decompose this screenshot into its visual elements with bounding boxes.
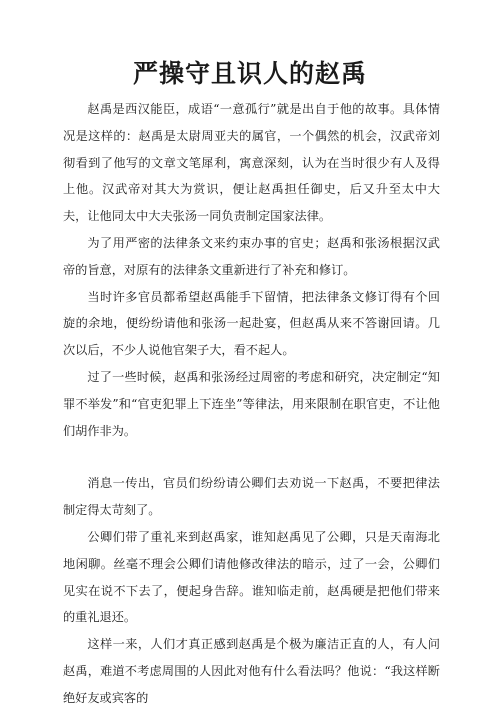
paragraph: 过了一些时候，赵禹和张汤经过周密的考虑和研究，决定制定“知罪不举发”和“官吏犯罪上下连坐”等律法，用来限制在职官吏，不让他们胡作非为。 bbox=[63, 369, 440, 438]
paragraph: 公卿们带了重礼来到赵禹家，谁知赵禹见了公卿，只是天南海北地闲聊。丝毫不理会公卿们请他修改律法的暗示，过了一会，公卿们见实在说不下去了，便起身告辞。谁知临走前，赵禹硬是把他们带来的重礼退还。 bbox=[63, 529, 440, 625]
paragraph-gap bbox=[63, 444, 440, 470]
paragraph: 赵禹是西汉能臣，成语“一意孤行”就是出自于他的故事。具体情况是这样的：赵禹是太尉周亚夫的属官，一个偶然的机会，汉武帝刘彻看到了他写的文章文笔犀利，寓意深刻，认为在当时很少有人及得上他。汉武帝对其大为赏识，便让赵禹担任御史，后又升至太中大夫，让他同太中大夫张汤一同负责制定国家法律。 bbox=[63, 102, 440, 224]
document-title: 严操守且识人的赵禹 bbox=[132, 59, 367, 88]
paragraph: 当时许多官员都希望赵禹能手下留情，把法律条文修订得有个回旋的余地，便纷纷请他和张汤一起赴宴，但赵禹从来不答谢回请。几次以后，不少人说他官架子大，看不起人。 bbox=[63, 289, 440, 358]
paragraph: 为了用严密的法律条文来约束办事的官史；赵禹和张汤根据汉武帝的旨意，对原有的法律条文重新进行了补充和修订。 bbox=[63, 235, 440, 277]
paragraph: 消息一传出，官员们纷纷请公卿们去劝说一下赵禹，不要把律法制定得太苛刻了。 bbox=[63, 476, 440, 518]
document-body bbox=[63, 96, 440, 712]
paragraph: 这样一来，人们才真正感到赵禹是个极为廉洁正直的人，有人问赵禹，难道不考虑周围的人因此对他有什么看法吗？他说：“我这样断绝好友或宾客的 bbox=[63, 637, 440, 705]
